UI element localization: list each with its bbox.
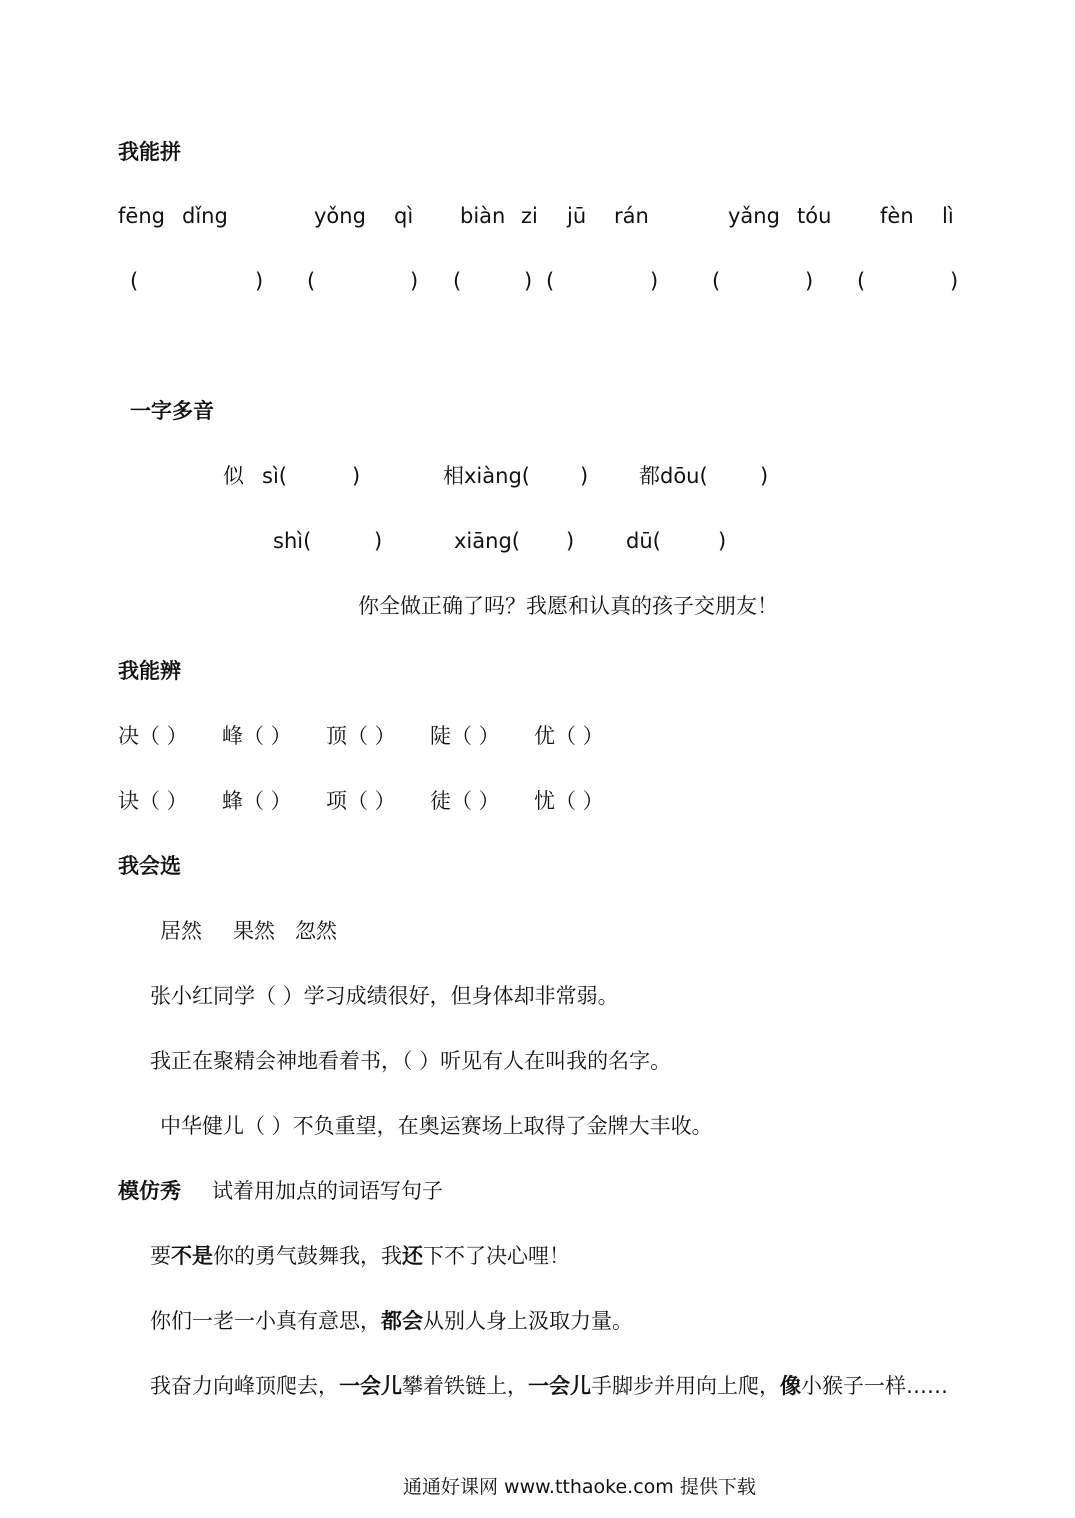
char-item: 蜂（ ） [222,789,292,813]
sentence-part: 从别人身上汲取力量。 [423,1309,633,1333]
dotted-word: 不是 [171,1244,213,1268]
character: 似 [223,464,244,488]
example-sentence [150,1311,633,1332]
char-item: 顶（ ） [326,724,396,748]
answer-bracket-close: ) [760,464,769,488]
sentence-part: 要 [150,1244,171,1268]
char-item: 项（ ） [326,789,396,813]
example-sentence [150,1376,948,1397]
pinyin-syllable: rán [614,204,649,228]
dotted-word: 一会儿 [528,1374,591,1398]
pinyin-syllable: tóu [797,204,832,228]
sentence-part: 我奋力向峰顶爬去， [150,1374,339,1398]
answer-bracket-open: ( [307,269,316,293]
pinyin-syllable: jū [567,204,587,228]
pinyin-reading: xiāng( [454,529,520,553]
answer-bracket-open: ( [857,269,866,293]
pinyin-reading: sì( [262,464,287,488]
pinyin-reading: 都dōu( [639,464,708,488]
char-item: 诀（ ） [118,789,188,813]
sentence-part: 你的勇气鼓舞我，我 [213,1244,402,1268]
answer-bracket-open: ( [453,269,462,293]
instruction-text: 试着用加点的词语写句子 [212,1179,443,1203]
section-title-choose: 我会选 [118,854,181,878]
char-item: 徒（ ） [430,789,500,813]
answer-bracket-close: ) [950,269,959,293]
dotted-word: 都会 [381,1309,423,1333]
answer-bracket-open: ( [130,269,139,293]
pinyin-syllable: yǒng [314,204,366,228]
section-title-pinyin: 我能拼 [118,140,181,164]
char-item: 优（ ） [534,724,604,748]
word-option: 居然 [160,919,202,943]
answer-bracket-close: ) [650,269,659,293]
answer-bracket-close: ) [524,269,533,293]
sentence-part: 你们一老一小真有意思， [150,1309,381,1333]
word-option: 果然 [233,919,275,943]
pinyin-syllable: fēng [118,204,165,228]
answer-bracket-close: ) [718,529,727,553]
answer-bracket-open: ( [546,269,555,293]
section-title-distinguish: 我能辨 [118,659,181,683]
footer-credit: 通通好课网 www.tthaoke.com 提供下载 [403,1476,756,1498]
pinyin-reading: 相xiàng( [443,464,530,488]
example-sentence [150,1246,570,1267]
pinyin-syllable: qì [394,204,414,228]
pinyin-syllable: dǐng [182,204,228,228]
answer-bracket-close: ) [566,529,575,553]
pinyin-reading: shì( [273,529,312,553]
answer-bracket-close: ) [805,269,814,293]
dotted-word: 还 [402,1244,423,1268]
pinyin-syllable: zi [521,204,538,228]
char-item: 决（ ） [118,724,188,748]
fill-in-sentence: 中华健儿（ ）不负重望，在奥运赛场上取得了金牌大丰收。 [160,1114,713,1138]
answer-bracket-open: ( [712,269,721,293]
fill-in-sentence: 我正在聚精会神地看着书，（ ）听见有人在叫我的名字。 [150,1049,672,1073]
encouragement-text: 你全做正确了吗？我愿和认真的孩子交朋友！ [358,594,778,618]
answer-bracket-close: ) [580,464,589,488]
pinyin-syllable: lì [942,204,954,228]
sentence-part: 手脚步并用向上爬， [591,1374,780,1398]
sentence-part: 下不了决心哩！ [423,1244,570,1268]
char-item: 忧（ ） [534,789,604,813]
section-title-imitate: 模仿秀 [118,1179,181,1203]
char-item: 峰（ ） [222,724,292,748]
pinyin-syllable: yǎng [728,204,780,228]
sentence-part: 攀着铁链上， [402,1374,528,1398]
answer-bracket-close: ) [374,529,383,553]
dotted-word: 像 [780,1374,801,1398]
word-option: 忽然 [295,919,337,943]
pinyin-syllable: biàn [460,204,506,228]
pinyin-syllable: fèn [880,204,914,228]
dotted-word: 一会儿 [339,1374,402,1398]
answer-bracket-close: ) [410,269,419,293]
sentence-part: 小猴子一样…… [801,1374,948,1398]
answer-bracket-close: ) [255,269,264,293]
section-title-polyphone: 一字多音 [130,399,214,423]
char-item: 陡（ ） [430,724,500,748]
answer-bracket-close: ) [352,464,361,488]
fill-in-sentence: 张小红同学（ ）学习成绩很好，但身体却非常弱。 [150,984,619,1008]
pinyin-reading: dū( [626,529,661,553]
